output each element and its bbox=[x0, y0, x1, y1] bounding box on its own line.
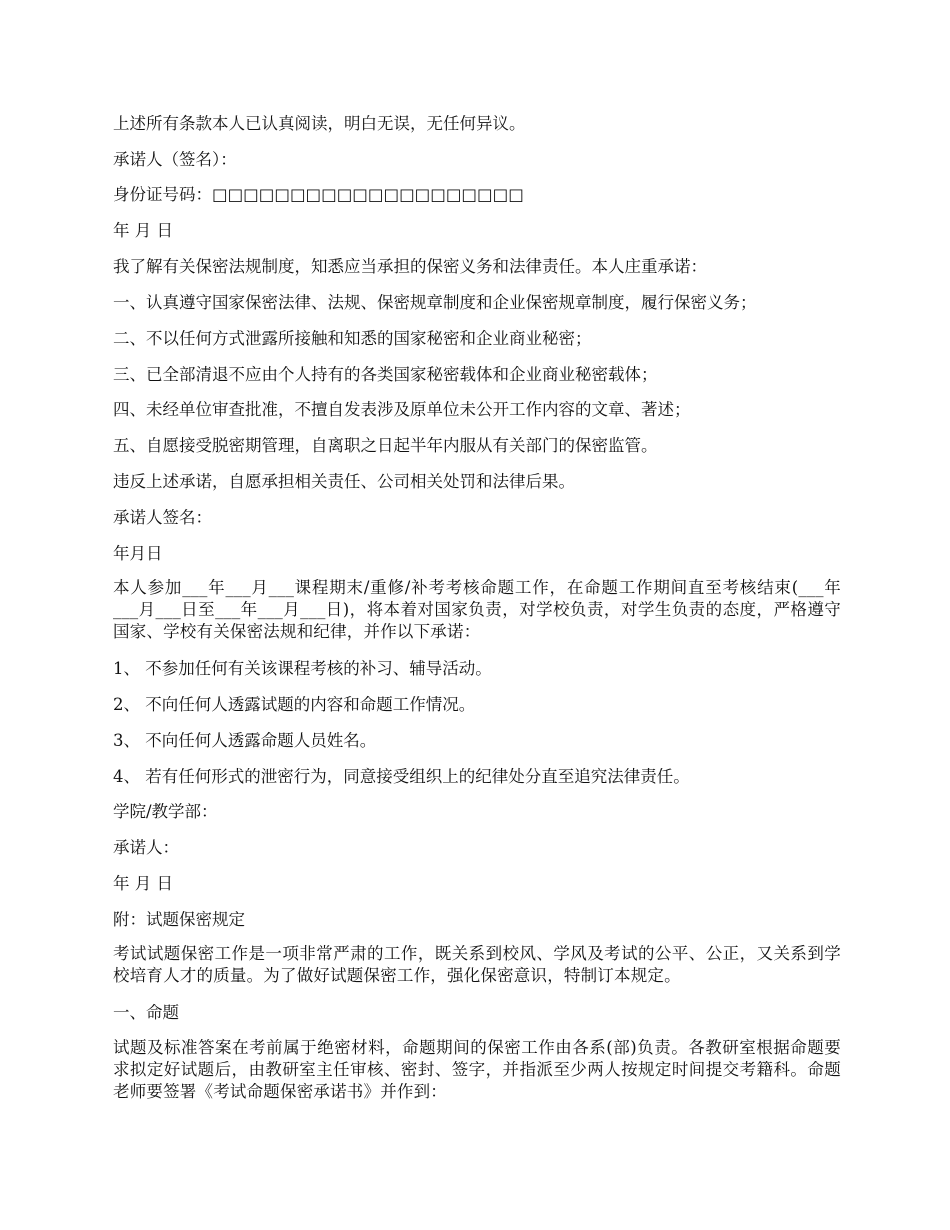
pledge-item-1: 一、认真遵守国家保密法律、法规、保密规章制度和企业保密规章制度，履行保密义务； bbox=[113, 293, 757, 312]
exam-pledge-paragraph: 本人参加___年___月___课程期末/重修/补考考核命题工作，在命题工作期间直至考核结束(___年___月___日至___年___月___日)，将本着对国家负责，对学校负责，对学生负责的态度，严格遵守国家、学校有关保密法规和纪律，并作以下承诺： bbox=[113, 578, 841, 641]
pledge-item-4: 四、未经单位审查批准，不擅自发表涉及原单位未公开工作内容的文章、著述； bbox=[113, 400, 691, 419]
pledger-label: 承诺人： bbox=[113, 838, 179, 857]
department-label: 学院/教学部： bbox=[113, 802, 218, 821]
exam-pledge-item-1: 1、 不参加任何有关该课程考核的补习、辅导活动。 bbox=[113, 659, 492, 678]
pledge-item-5: 五、自愿接受脱密期管理，自离职之日起半年内服从有关部门的保密监管。 bbox=[113, 436, 658, 455]
appendix-title: 附：试题保密规定 bbox=[113, 910, 245, 929]
section-heading-proposition: 一、命题 bbox=[113, 1003, 179, 1022]
date-line-1: 年 月 日 bbox=[113, 221, 173, 240]
exam-pledge-item-4: 4、 若有任何形式的泄密行为，同意接受组织上的纪律处分直至追究法律责任。 bbox=[113, 767, 690, 786]
date-line-2: 年月日 bbox=[113, 544, 163, 563]
pledge-item-2: 二、不以任何方式泄露所接触和知悉的国家秘密和企业商业秘密； bbox=[113, 329, 592, 348]
pledge-item-3: 三、已全部清退不应由个人持有的各类国家秘密载体和企业商业秘密载体； bbox=[113, 365, 658, 384]
text-line-1: 上述所有条款本人已认真阅读，明白无误，无任何异议。 bbox=[113, 114, 526, 133]
proposition-paragraph: 试题及标准答案在考前属于绝密材料，命题期间的保密工作由各系(部)负责。各教研室根据命题要求拟定好试题后，由教研室主任审核、密封、签字，并指派至少两人按规定时间提交考籍科。命题老师要签署《考试命题保密承诺书》并作到： bbox=[113, 1038, 841, 1101]
signature-label: 承诺人签名： bbox=[113, 508, 212, 527]
appendix-intro-paragraph: 考试试题保密工作是一项非常严肃的工作，既关系到校风、学风及考试的公平、公正，又关系到学校培育人才的质量。为了做好试题保密工作，强化保密意识，特制订本规定。 bbox=[113, 944, 841, 985]
text-line-5: 我了解有关保密法规制度，知悉应当承担的保密义务和法律责任。本人庄重承诺： bbox=[113, 257, 707, 276]
id-number-line: 身份证号码：□□□□□□□□□□□□□□□□□□□□ bbox=[113, 185, 524, 204]
exam-pledge-item-2: 2、 不向任何人透露试题的内容和命题工作情况。 bbox=[113, 695, 476, 714]
text-line-11: 违反上述承诺，自愿承担相关责任、公司相关处罚和法律后果。 bbox=[113, 472, 575, 491]
date-line-3: 年 月 日 bbox=[113, 874, 173, 893]
exam-pledge-item-3: 3、 不向任何人透露命题人员姓名。 bbox=[113, 731, 377, 750]
text-line-2: 承诺人（签名）： bbox=[113, 150, 237, 169]
